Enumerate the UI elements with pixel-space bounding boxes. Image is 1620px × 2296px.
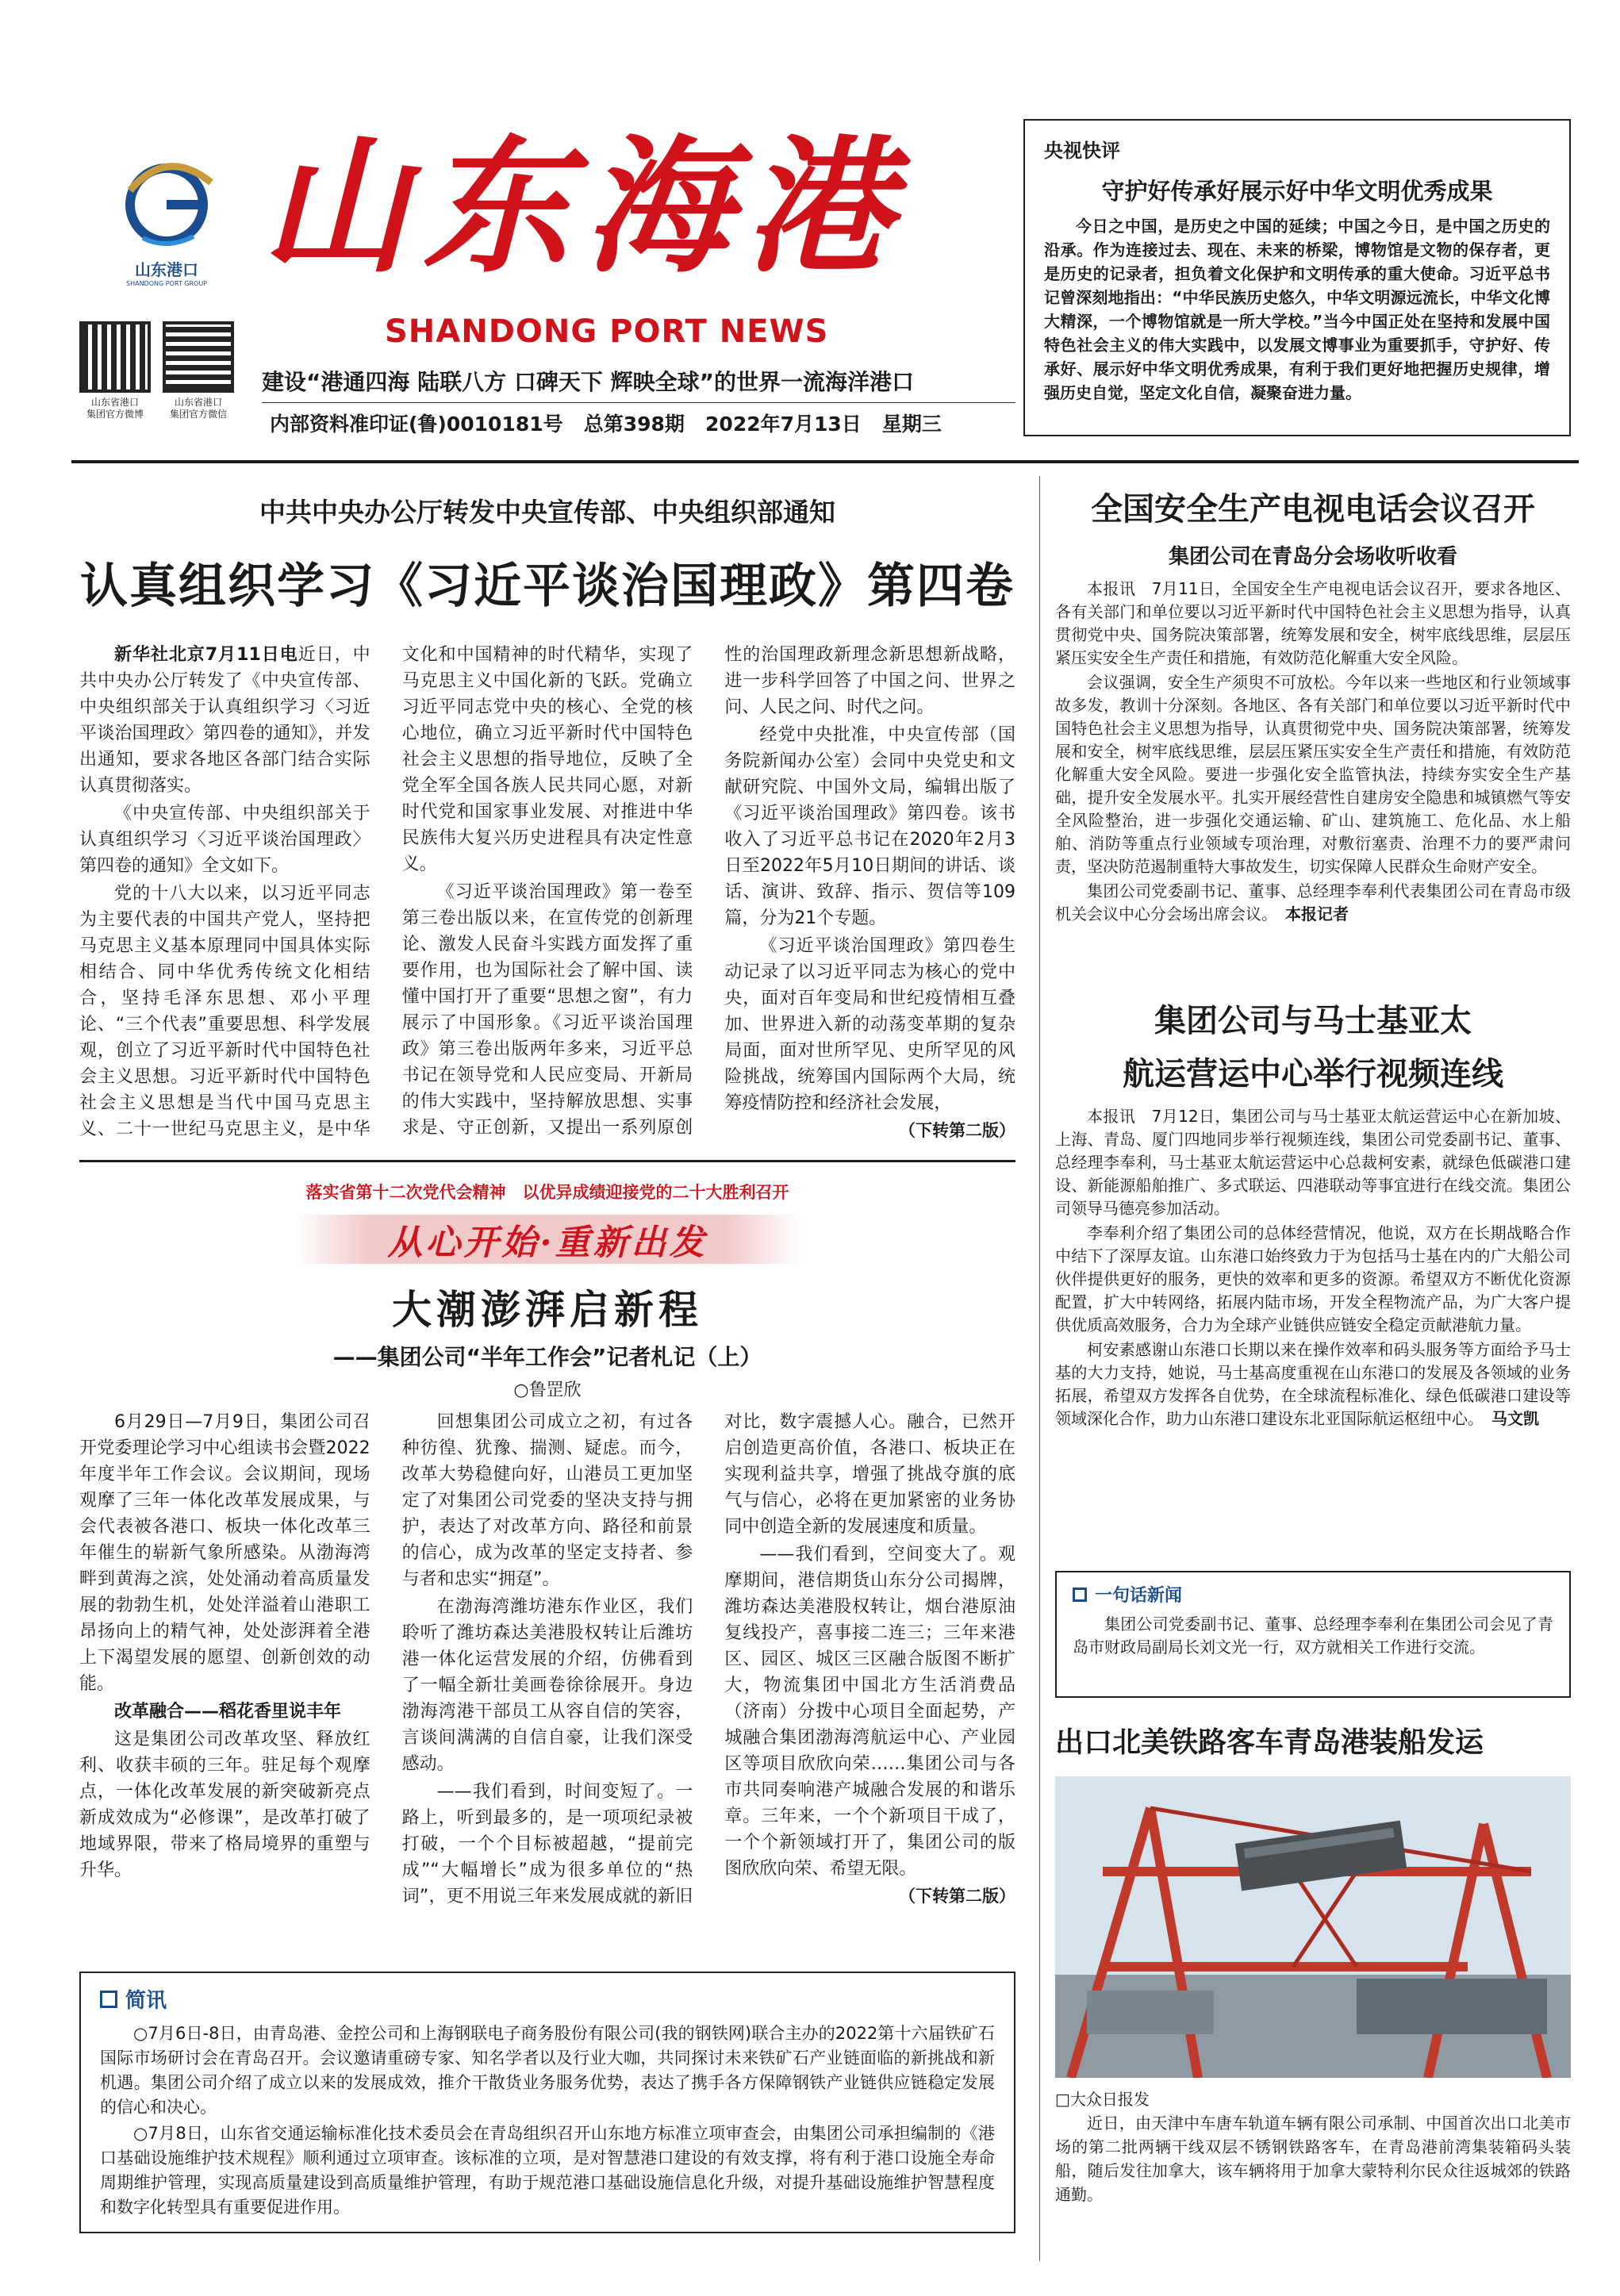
- feature-banner: [294, 1215, 801, 1264]
- feature-author: ○鲁罡欣: [513, 1380, 582, 1400]
- caption-text: 近日，由天津中车唐车轨道车辆有限公司承制、中国首次出口北美市场的第二批两辆干线双层不锈钢铁路客车，在青岛港前湾集装箱码头装船，随后发往加拿大，该车辆将用于加拿大蒙特利尔民众往返城郊的铁路通勤。: [1055, 2114, 1571, 2204]
- safety-paragraph: 集团公司党委副书记、董事、总经理李奉利代表集团公司在青岛市级机关会议中心分会场出席会议。 本报记者: [1055, 881, 1571, 923]
- safety-headline: 全国安全生产电视电话会议召开: [1091, 490, 1535, 528]
- logo-icon: [111, 151, 222, 254]
- byline: 马文凯: [1491, 1409, 1539, 1428]
- news-photo: [1055, 1776, 1571, 2078]
- qr-code-weibo[interactable]: [79, 321, 151, 393]
- qr-label-wechat: 山东省港口 集团官方微信: [169, 397, 227, 420]
- dateline: 新华社北京7月11日电: [114, 645, 298, 665]
- lead-body: [79, 642, 1015, 1150]
- maersk-paragraph: 柯安素感谢山东港口长期以来在操作效率和码头服务等方面给予马士基的大力支持，她说，马士基高度重视在山东港口的发展及各领域的业务拓展，希望双方发挥各自优势，在全球流程标准化、绿色低碳港口建设等领域深化合作，助力山东港口建设东北亚国际航运枢纽中心。 马文凯: [1055, 1340, 1571, 1428]
- brief-news-body: 集团公司党委副书记、董事、总经理李奉利在集团公司会见了青岛市财政局副局长刘文光一行，双方就相关工作进行交流。: [1073, 1614, 1553, 1657]
- feature-subtitle: ——集团公司“半年工作会”记者札记（上）: [332, 1344, 762, 1370]
- masthead-title: 山东海港: [262, 120, 906, 293]
- lead-story: [79, 476, 1015, 1150]
- lead-headline: 认真组织学习《习近平谈治国理政》第四卷: [80, 559, 1015, 614]
- logo-caption: 山东港口: [135, 260, 198, 279]
- brief-news-box: [1055, 1571, 1571, 1698]
- continued-note[interactable]: （下转第二版）: [898, 1121, 1015, 1140]
- maersk-headline-1: 集团公司与马士基亚太: [1154, 1002, 1472, 1039]
- maersk-paragraph: 李奉利介绍了集团公司的总体经营情况，他说，双方在长期战略合作中结下了深厚友谊。山东港口始终致力于为包括马士基在内的广大船公司伙伴提供更好的服务，更快的效率和更多的资源。希望双方不断优化资源配置，扩大中转网络，拓展内陆市场，开发全程物流产品，为广大客户提供优质高效服务，合力为全球产业链供应链安全稳定贡献港航力量。: [1055, 1223, 1571, 1334]
- lead-paragraph: 《中央宣传部、中央组织部关于认真组织学习〈习近平谈治国理政〉第四卷的通知》全文如下。: [79, 804, 370, 876]
- lead-paragraph: 党的十八大以来，以习近平同志为主要代表的中国共产党人，坚持把马克思主义基本原理同中国具体实际相结合、同中华优秀传统文化相结合，坚持毛泽东思想、邓小平理论、“三个代表”重要思想、科学发展观，创立了习近平新时代中国特色社会主义思想。习近平新时代中国特色社会主义思想是当代中国马克思主义、二十一世纪马克思主义，是中华文化和中国精神的时代精华，实现了马克思主义中国化新的飞跃。党确立习近平同志党中央的核心、全党的核心地位，确立习近平新时代中国特色社会主义思想的指导地位，反映了全党全军全国各族人民共同心愿，对新时代党和国家事业发展、对推进中华民族伟大复兴历史进程具有决定性意义。: [79, 645, 693, 1139]
- feature-section-title: 改革融合——稻花香里说丰年: [114, 1702, 342, 1722]
- feature-paragraph: 6月29日—7月9日，集团公司召开党委理论学习中心组读书会暨2022年度半年工作会议。会议期间，现场观摩了三年一体化改革发展成果，与会代表被各港口、板块一体化改革三年催生的崭新气象所感染。从渤海湾畔到黄海之滨，处处涌动着高质量发展的勃勃生机，处处洋溢着山港职工昂扬向上的精气神，处处澎湃着全港上下渴望发展的愿望、创新创效的动能。: [79, 1412, 370, 1694]
- caption-source: □大众日报发: [1055, 2090, 1150, 2109]
- qr-label-weibo: 山东省港口 集团官方微博: [86, 397, 144, 420]
- commentary-box: [1023, 119, 1571, 436]
- issue-info: 内部资料准印证(鲁)0010181号 总第398期 2022年7月13日 星期三: [270, 413, 942, 436]
- commentary-body: 今日之中国，是历史之中国的延续；中国之今日，是中国之历史的沿承。作为连接过去、现在、未来的桥梁，博物馆是文物的保存者，更是历史的记录者，担负着文化保护和文明传承的重大使命。习近平总书记曾深刻地指出：“中华民族历史悠久，中华文明源远流长，中华文化博大精深，一个博物馆就是一所大学校。”当今中国正处在坚持和发展中国特色社会主义的伟大实践中，以发展文博事业为重要抓手，守护好、传承好、展示好中华文明优秀成果，有利于我们更好地把握历史规律，增强历史自觉，坚定文化自信，凝聚奋进力量。: [1044, 217, 1550, 402]
- notes-title: 简讯: [100, 1984, 995, 2014]
- square-icon: [100, 1991, 117, 2008]
- lead-kicker: 中共中央办公厅转发中央宣传部、中央组织部通知: [259, 497, 835, 528]
- safety-subhead: 集团公司在青岛分会场收听收看: [1168, 545, 1457, 569]
- feature-banner-main: 从心开始·重新出发: [387, 1223, 708, 1263]
- safety-paragraph: 会议强调，安全生产须臾不可放松。今年以来一些地区和行业领域事故多发，教训十分深刻。各地区、各有关部门和单位要以习近平新时代中国特色社会主义思想为指导，认真贯彻党中央、国务院决策部署，统筹发展和安全，树牢底线思维，层层压紧压实安全生产责任和措施，有效防范化解重大安全风险。要进一步强化安全监管执法，持续夯实安全生产基础，提升安全发展水平。扎实开展经营性自建房安全隐患和城镇燃气等安全风险整治，进一步强化交通运输、矿山、建筑施工、危化品、水上船舶、消防等重点行业领域专项治理，对敷衍塞责、治理不力的要严肃问责，坚决防范遏制重特大事故发生，切实保障人民群众生命财产安全。: [1055, 673, 1571, 876]
- feature-paragraph: 这是集团公司改革攻坚、释放红利、收获丰硕的三年。驻足每个观摩点，一体化改革发展的新突破新亮点新成效成为“必修课”，是改革打破了地域界限，带来了格局境界的重塑与升华。: [79, 1730, 370, 1880]
- commentary-headline: 守护好传承好展示好中华文明优秀成果: [1101, 178, 1493, 205]
- logo-caption-en: SHANDONG PORT GROUP: [126, 280, 207, 287]
- qr-code-wechat[interactable]: [163, 321, 234, 393]
- feature-paragraph: ——我们看到，空间变大了。观摩期间，港信期货山东分公司揭牌，潍坊森达美港股权转让，烟台港原油复线投产，喜事接二连三；三年来港区、园区、城区三区融合版图不断扩大，物流集团中国北方生活消费品（济南）分拨中心项目全面起势，产城融合集团渤海湾航运中心、产业园区等项目欣欣向荣……集团公司与各市共同奏响港产城融合发展的和谐乐章。三年来，一个个新项目干成了，一个个新领域打开了，集团公司的版图欣欣向荣、希望无限。: [724, 1545, 1015, 1879]
- photo-story: [1055, 1714, 1571, 2269]
- byline: 本报记者: [1285, 904, 1349, 923]
- feature-paragraph: 回想集团公司成立之初，有过各种彷徨、犹豫、揣测、疑虑。而今，改革大势稳健向好，山港员工更加坚定了对集团公司党委的坚决支持与拥护，表达了对改革方向、路径和前景的信心，成为改革的坚定支持者、参与者和忠实“拥趸”。: [401, 1412, 693, 1589]
- masthead-title-en: SHANDONG PORT NEWS: [385, 313, 829, 350]
- lead-paragraph: 《习近平谈治国理政》第四卷生动记录了以习近平同志为核心的党中央，面对百年变局和世纪疫情相互叠加、世界进入新的动荡变革期的复杂局面，面对世所罕见、史所罕见的风险挑战，统筹国内国际两个大局，统筹疫情防控和经济社会发展，: [724, 936, 1015, 1113]
- port-crane-image: [1055, 1776, 1571, 2078]
- notes-item: ○7月6日-8日，由青岛港、金控公司和上海钢联电子商务股份有限公司(我的钢铁网)联合主办的2022第十六届铁矿石国际市场研讨会在青岛召开。会议邀请重磅专家、知名学者以及行业大咖，共同探讨未来铁矿石产业链面临的新挑战和新机遇。集团公司介绍了成立以来的发展成效，推介干散货业务服务优势，表达了携手各方保障钢铁产业链供应链稳定发展的信心和决心。: [100, 2024, 995, 2117]
- notes-item: ○7月8日，山东省交通运输标准化技术委员会在青岛组织召开山东地方标准立项审查会，由集团公司承担编制的《港口基础设施维护技术规程》顺利通过立项审查。该标准的立项，是对智慧港口建设的有效支撑，将有利于港口设施全寿命周期维护管理，实现高质量建设到高质量维护管理，有助于规范港口基础设施信息化升级，对提升基础设施维护智慧程度和数字化转型具有重要促进作用。: [100, 2124, 995, 2217]
- safety-paragraph: 本报讯 7月11日，全国安全生产电视电话会议召开，要求各地区、各有关部门和单位要以习近平新时代中国特色社会主义思想为指导，认真贯彻党中央、国务院决策部署，统筹发展和安全，树牢底线思维，层层压紧压实安全生产责任和措施，有效防范化解重大安全风险。: [1055, 579, 1571, 667]
- continued-note[interactable]: （下转第二版）: [898, 1887, 1015, 1906]
- safety-story: [1055, 476, 1571, 992]
- photo-caption: [1055, 2087, 1571, 2206]
- maersk-story: [1055, 996, 1571, 1567]
- feature-paragraph: 在渤海湾潍坊港东作业区，我们聆听了潍坊森达美港股权转让后潍坊港一体化运营发展的介绍，仿佛看到了一幅全新壮美画卷徐徐展开。身边渤海湾港干部员工从容自信的笑容，言谈间满满的自信自豪，让我们深受感动。: [401, 1597, 693, 1774]
- feature-banner-top: 落实省第十二次党代会精神 以优异成绩迎接党的二十大胜利召开: [305, 1183, 789, 1202]
- masthead: [0, 0, 1023, 460]
- maersk-paragraph: 本报讯 7月12日，集团公司与马士基亚太航运营运中心在新加坡、上海、青岛、厦门四地同步举行视频连线，集团公司党委副书记、董事、总经理李奉利，马士基亚太航运营运中心总裁柯安素，就绿色低碳港口建设、新能源船舶推广、多式联运、四港联动等事宜进行在线交流。集团公司领导马德亮参加活动。: [1055, 1107, 1571, 1218]
- lead-paragraph: 经党中央批准，中央宣传部（国务院新闻办公室）会同中央党史和文献研究院、中国外文局，编辑出版了《习近平谈治国理政》第四卷。该书收入了习近平总书记在2020年2月3日至2022年5月10日期间的讲话、谈话、演讲、致辞、指示、贺信等109篇，分为21个专题。: [724, 725, 1015, 928]
- feature-story: [79, 1170, 1015, 1972]
- commentary-label: 央视快评: [1044, 140, 1120, 162]
- feature-headline: 大潮澎湃启新程: [392, 1286, 703, 1333]
- lead-paragraph: 《习近平谈治国理政》第一卷至第三卷出版以来，在宣传党的创新理论、激发人民奋斗实践方面发挥了重要作用，也为国际社会了解中国、读懂中国打开了重要“思想之窗”，有力展示了中国形象。《习近平谈治国理政》第三卷出版两年多来，习近平总书记在领导党和人民应变局、开新局的伟大实践中，坚持解放思想、实事求是、守正创新，又提出一系列原创性的治国理政新理念新思想新战略，进一步科学回答了中国之问、世界之问、人民之问、时代之问。: [401, 645, 1015, 1138]
- feature-paragraph: ——我们看到，时间变短了。一路上，听到最多的，是一项项纪录被打破，一个个目标被超越，“提前完成”“大幅增长”成为很多单位的“热词”，更不用说三年来发展成就的新旧对比，数字震撼人心。融合，已然开启创造更高价值，各港口、板块正在实现利益共享，增强了挑战夺旗的底气与信心，必将在更加紧密的业务协同中创造全新的发展速度和质量。: [401, 1412, 1015, 1906]
- lead-paragraph: 新华社北京7月11日电近日，中共中央办公厅转发了《中央宣传部、中央组织部关于认真组织学习〈习近平谈治国理政〉第四卷的通知》，并发出通知，要求各地区各部门结合实际认真贯彻落实。: [79, 645, 370, 796]
- feature-body: [79, 1409, 1015, 1917]
- brief-news-title: 一句话新闻: [1073, 1582, 1553, 1607]
- photo-headline: 出口北美铁路客车青岛港装船发运: [1055, 1726, 1484, 1759]
- maersk-headline-2: 航运营运中心举行视频连线: [1123, 1055, 1503, 1092]
- group-logo: [111, 151, 222, 286]
- slogan: 建设“港通四海 陆联八方 口碑天下 辉映全球”的世界一流海洋港口: [262, 369, 915, 395]
- square-icon: [1073, 1588, 1087, 1602]
- notes-box: [79, 1972, 1015, 2233]
